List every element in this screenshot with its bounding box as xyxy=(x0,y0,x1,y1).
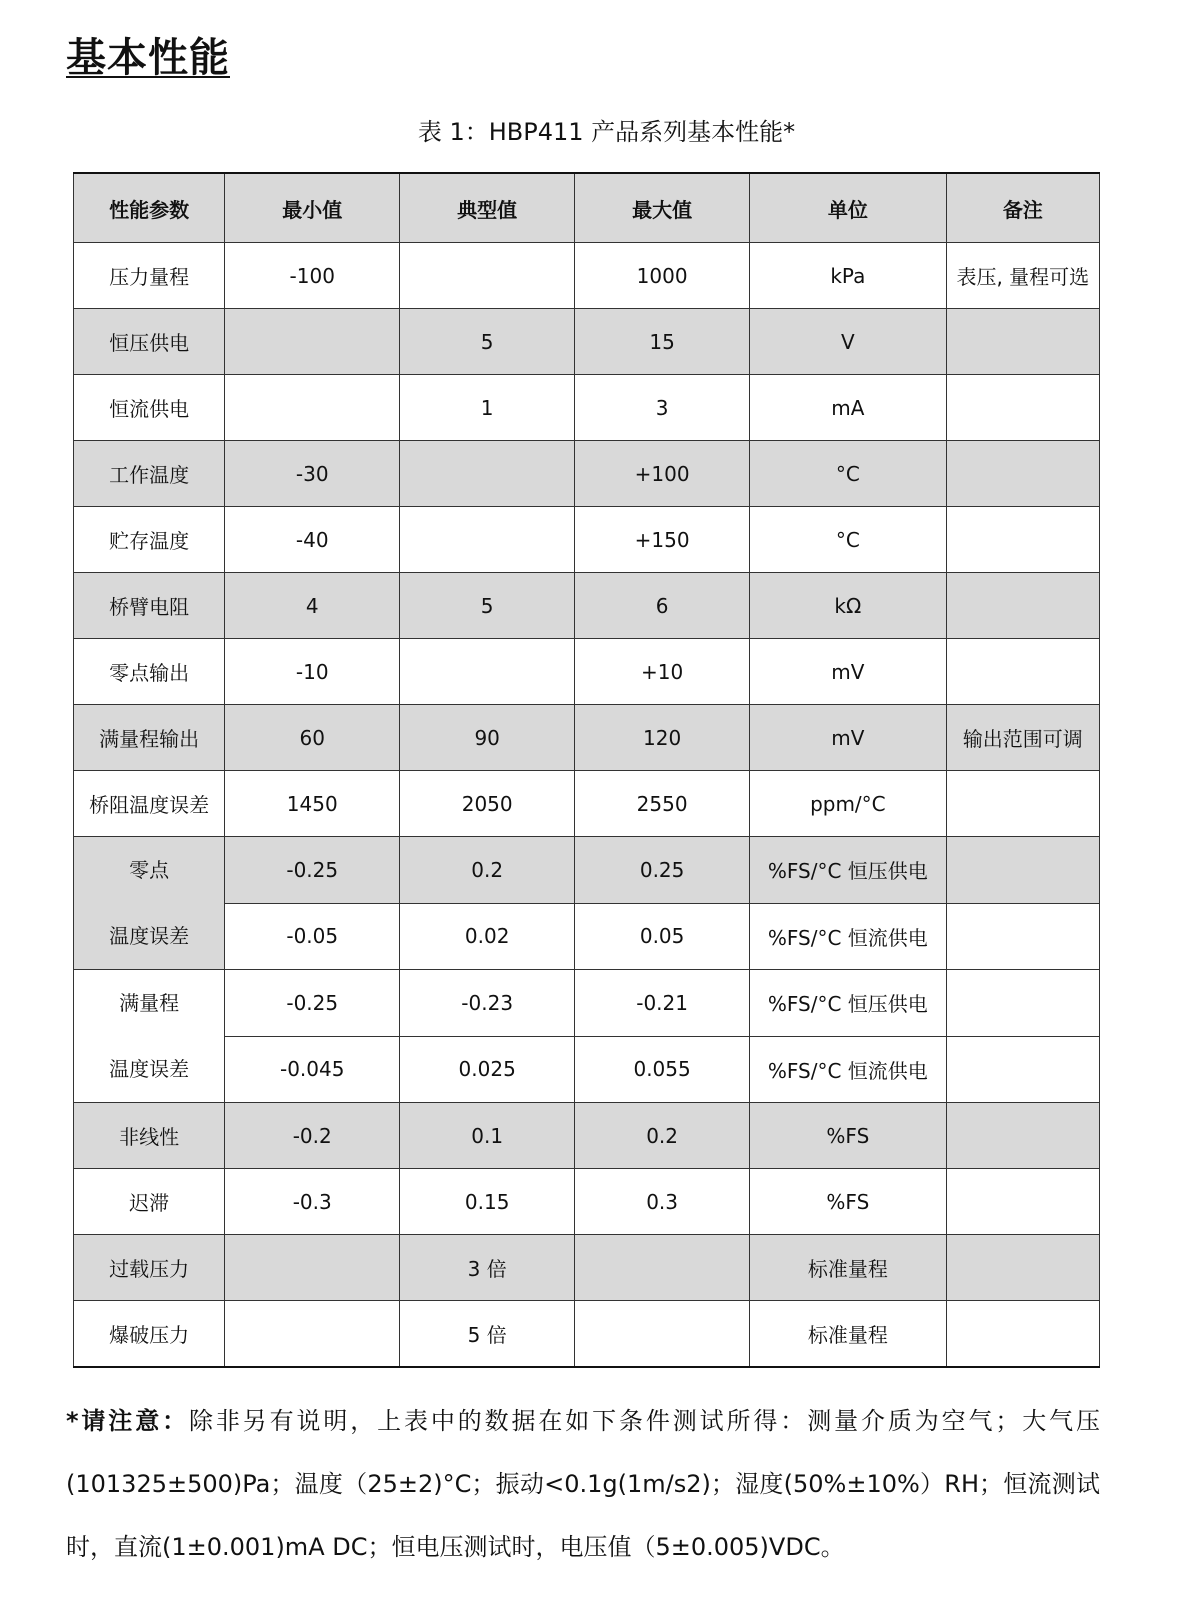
cell-param: 非线性 xyxy=(74,1103,225,1169)
cell-typ: 2050 xyxy=(400,771,575,837)
cell-max: 0.05 xyxy=(575,903,750,970)
table-row xyxy=(74,771,1100,837)
footnote-label: *请注意： xyxy=(66,1407,189,1435)
cell-max: +10 xyxy=(575,639,750,705)
cell-typ: 0.02 xyxy=(400,903,575,970)
cell-min: -0.2 xyxy=(225,1103,400,1169)
cell-max: 6 xyxy=(575,573,750,639)
cell-max: 2550 xyxy=(575,771,750,837)
cell-typ: 0.1 xyxy=(400,1103,575,1169)
cell-param: 桥阻温度误差 xyxy=(74,771,225,837)
cell-max: 120 xyxy=(575,705,750,771)
table-row xyxy=(74,375,1100,441)
cell-min: -0.25 xyxy=(225,970,400,1037)
cell-param: 恒流供电 xyxy=(74,375,225,441)
footnote xyxy=(66,1390,1100,1579)
cell-min xyxy=(225,1301,400,1368)
cell-typ: 5 xyxy=(400,573,575,639)
cell-max: 0.25 xyxy=(575,837,750,904)
table-row xyxy=(74,1301,1100,1368)
cell-note xyxy=(946,903,1099,970)
cell-note xyxy=(946,1301,1099,1368)
cell-param: 桥臂电阻 xyxy=(74,573,225,639)
cell-note xyxy=(946,507,1099,573)
cell-param-group xyxy=(74,970,225,1103)
cell-unit: %FS/°C 恒流供电 xyxy=(750,903,947,970)
param-line-2: 温度误差 xyxy=(109,924,190,948)
header-param: 性能参数 xyxy=(74,173,225,243)
cell-typ xyxy=(400,639,575,705)
page-heading: 基本性能 xyxy=(66,35,230,81)
cell-min xyxy=(225,309,400,375)
cell-note xyxy=(946,771,1099,837)
cell-min: -0.3 xyxy=(225,1169,400,1235)
cell-max: 0.055 xyxy=(575,1036,750,1103)
cell-param: 爆破压力 xyxy=(74,1301,225,1368)
cell-typ: 1 xyxy=(400,375,575,441)
table-row xyxy=(74,507,1100,573)
cell-unit: °C xyxy=(750,441,947,507)
table-row xyxy=(74,903,1100,970)
table-row xyxy=(74,1169,1100,1235)
cell-unit: %FS/°C 恒压供电 xyxy=(750,970,947,1037)
cell-max: 0.2 xyxy=(575,1103,750,1169)
cell-typ: 90 xyxy=(400,705,575,771)
cell-min: 4 xyxy=(225,573,400,639)
spec-table xyxy=(73,172,1100,1368)
cell-min: -0.045 xyxy=(225,1036,400,1103)
cell-param-group xyxy=(74,837,225,970)
header-max: 最大值 xyxy=(575,173,750,243)
cell-note xyxy=(946,970,1099,1037)
cell-max xyxy=(575,1301,750,1368)
cell-unit: V xyxy=(750,309,947,375)
cell-note xyxy=(946,573,1099,639)
cell-note xyxy=(946,1036,1099,1103)
cell-note xyxy=(946,375,1099,441)
cell-param: 恒压供电 xyxy=(74,309,225,375)
param-line-1: 满量程 xyxy=(119,991,180,1015)
cell-typ xyxy=(400,441,575,507)
header-unit: 单位 xyxy=(750,173,947,243)
cell-typ: 0.025 xyxy=(400,1036,575,1103)
cell-note: 输出范围可调 xyxy=(946,705,1099,771)
table-caption: 表 1：HBP411 产品系列基本性能* xyxy=(417,118,796,146)
cell-unit: 标准量程 xyxy=(750,1235,947,1301)
cell-param: 零点输出 xyxy=(74,639,225,705)
cell-max xyxy=(575,1235,750,1301)
cell-param: 过载压力 xyxy=(74,1235,225,1301)
cell-typ: 0.15 xyxy=(400,1169,575,1235)
cell-min: -30 xyxy=(225,441,400,507)
header-note: 备注 xyxy=(946,173,1099,243)
cell-typ xyxy=(400,507,575,573)
table-row xyxy=(74,639,1100,705)
cell-unit: 标准量程 xyxy=(750,1301,947,1368)
table-row xyxy=(74,309,1100,375)
table-row xyxy=(74,1235,1100,1301)
cell-max: +150 xyxy=(575,507,750,573)
table-row xyxy=(74,441,1100,507)
cell-param: 迟滞 xyxy=(74,1169,225,1235)
cell-note xyxy=(946,1235,1099,1301)
cell-note xyxy=(946,639,1099,705)
table-row xyxy=(74,705,1100,771)
table-row xyxy=(74,1103,1100,1169)
cell-max: 1000 xyxy=(575,243,750,309)
cell-unit: mV xyxy=(750,705,947,771)
cell-max: -0.21 xyxy=(575,970,750,1037)
cell-typ: 0.2 xyxy=(400,837,575,904)
cell-max: +100 xyxy=(575,441,750,507)
cell-typ: 3 倍 xyxy=(400,1235,575,1301)
cell-max: 15 xyxy=(575,309,750,375)
cell-param: 工作温度 xyxy=(74,441,225,507)
table-header-row xyxy=(74,173,1100,243)
table-row xyxy=(74,573,1100,639)
cell-typ: 5 xyxy=(400,309,575,375)
cell-unit: %FS xyxy=(750,1103,947,1169)
cell-param: 满量程输出 xyxy=(74,705,225,771)
cell-param: 压力量程 xyxy=(74,243,225,309)
table-row xyxy=(74,837,1100,904)
cell-max: 0.3 xyxy=(575,1169,750,1235)
cell-unit: ppm/°C xyxy=(750,771,947,837)
cell-max: 3 xyxy=(575,375,750,441)
param-line-2: 温度误差 xyxy=(109,1057,190,1081)
cell-min: -0.25 xyxy=(225,837,400,904)
cell-note xyxy=(946,1103,1099,1169)
cell-unit: kPa xyxy=(750,243,947,309)
cell-min: 60 xyxy=(225,705,400,771)
cell-min: -40 xyxy=(225,507,400,573)
cell-note: 表压, 量程可选 xyxy=(946,243,1099,309)
header-typ: 典型值 xyxy=(400,173,575,243)
param-line-1: 零点 xyxy=(129,858,170,882)
table-row xyxy=(74,970,1100,1037)
cell-min xyxy=(225,1235,400,1301)
cell-param: 贮存温度 xyxy=(74,507,225,573)
cell-unit: %FS/°C 恒压供电 xyxy=(750,837,947,904)
cell-min: -10 xyxy=(225,639,400,705)
cell-unit: %FS xyxy=(750,1169,947,1235)
cell-unit: %FS/°C 恒流供电 xyxy=(750,1036,947,1103)
cell-typ xyxy=(400,243,575,309)
header-min: 最小值 xyxy=(225,173,400,243)
cell-unit: kΩ xyxy=(750,573,947,639)
footnote-text: 除非另有说明，上表中的数据在如下条件测试所得：测量介质为空气；大气压(101325±500)Pa；温度（25±2)°C；振动<0.1g(1m/s2)；湿度(50%±10%）RH；恒流测试时，直流(1±0.001)mA DC；恒电压测试时，电压值（5±0.005)VDC。 xyxy=(66,1407,1100,1561)
cell-min: -100 xyxy=(225,243,400,309)
cell-note xyxy=(946,837,1099,904)
cell-min: -0.05 xyxy=(225,903,400,970)
cell-note xyxy=(946,441,1099,507)
cell-unit: mA xyxy=(750,375,947,441)
cell-note xyxy=(946,1169,1099,1235)
cell-typ: -0.23 xyxy=(400,970,575,1037)
cell-min xyxy=(225,375,400,441)
cell-min: 1450 xyxy=(225,771,400,837)
table-row xyxy=(74,243,1100,309)
cell-note xyxy=(946,309,1099,375)
cell-unit: mV xyxy=(750,639,947,705)
cell-unit: °C xyxy=(750,507,947,573)
cell-typ: 5 倍 xyxy=(400,1301,575,1368)
table-row xyxy=(74,1036,1100,1103)
